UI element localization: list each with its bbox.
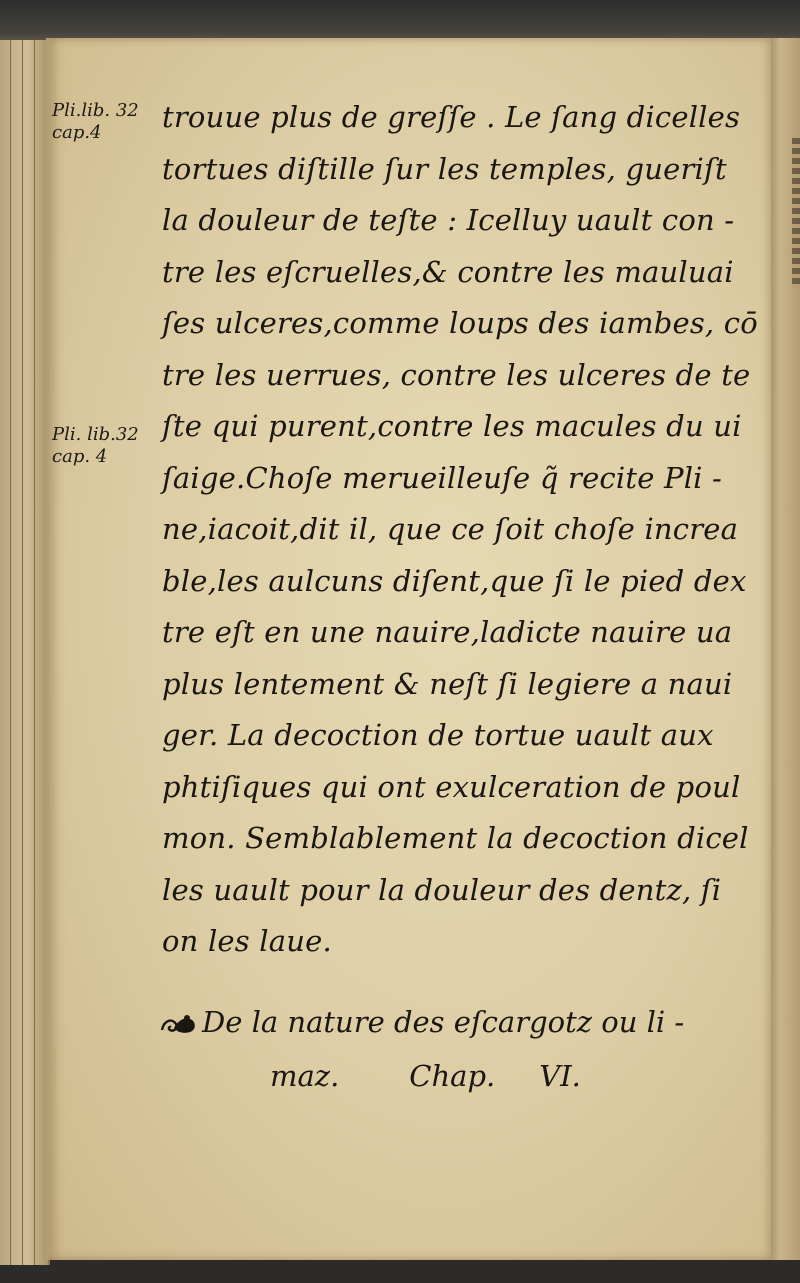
margin-note-line: cap. 4 <box>52 446 108 467</box>
margin-note-1 <box>52 100 139 144</box>
heading-line-1 <box>160 995 760 1049</box>
text-line: mon. Semblablement la decoction dicel <box>162 821 749 855</box>
text-line: trouue plus de greſſe . Le ſang dicelles <box>162 100 741 134</box>
heading-text: De la nature des eſcargotz ou li - <box>202 1005 685 1039</box>
chapter-label: Chap. <box>409 1059 496 1093</box>
text-line: ſte qui purent,contre les macules du ui <box>162 409 742 443</box>
text-line: on les laue. <box>162 924 332 958</box>
chapter-number: VI. <box>539 1059 581 1093</box>
text-line: ble,les aulcuns diſent,que ſi le pied dex <box>162 563 747 598</box>
body-text <box>162 92 758 968</box>
text-line: tortues diſtille ſur les temples, gueriſt <box>162 151 727 186</box>
fleuron-icon <box>160 999 200 1025</box>
text-line: les uault pour la douleur des dentz, ſi <box>162 872 722 907</box>
text-line: ſes ulceres,comme loups des iambes, cō <box>162 306 758 340</box>
text-line: phtiſiques qui ont exulceration de poul <box>162 769 741 804</box>
margin-note-line: Pli. lib.32 <box>52 424 139 445</box>
text-line: ger. La decoction de tortue uault aux <box>162 718 714 752</box>
margin-note-line: cap.4 <box>52 122 102 143</box>
heading-word: maz. <box>270 1059 340 1093</box>
text-line: ne,iacoit,dit il, que ce ſoit choſe increa <box>162 512 739 546</box>
text-line: plus lentement & neſt ſi legiere a naui <box>162 666 733 701</box>
margin-note-2 <box>52 424 139 468</box>
text-line: tre eſt en une nauire,ladicte nauire ua <box>162 615 733 649</box>
margin-note-line: Pli.lib. 32 <box>52 100 139 121</box>
text-line: ſaige.Choſe merueilleuſe q̃ recite Pli - <box>162 460 723 495</box>
chapter-heading <box>160 995 760 1103</box>
heading-line-2 <box>160 1049 760 1103</box>
text-line: la douleur de teſte : Icelluy uault con - <box>162 203 735 237</box>
left-page-stack <box>0 40 50 1265</box>
text-line: tre les uerrues, contre les ulceres de te <box>162 357 751 392</box>
text-line: tre les eſcruelles,& contre les mauluai <box>162 254 734 289</box>
